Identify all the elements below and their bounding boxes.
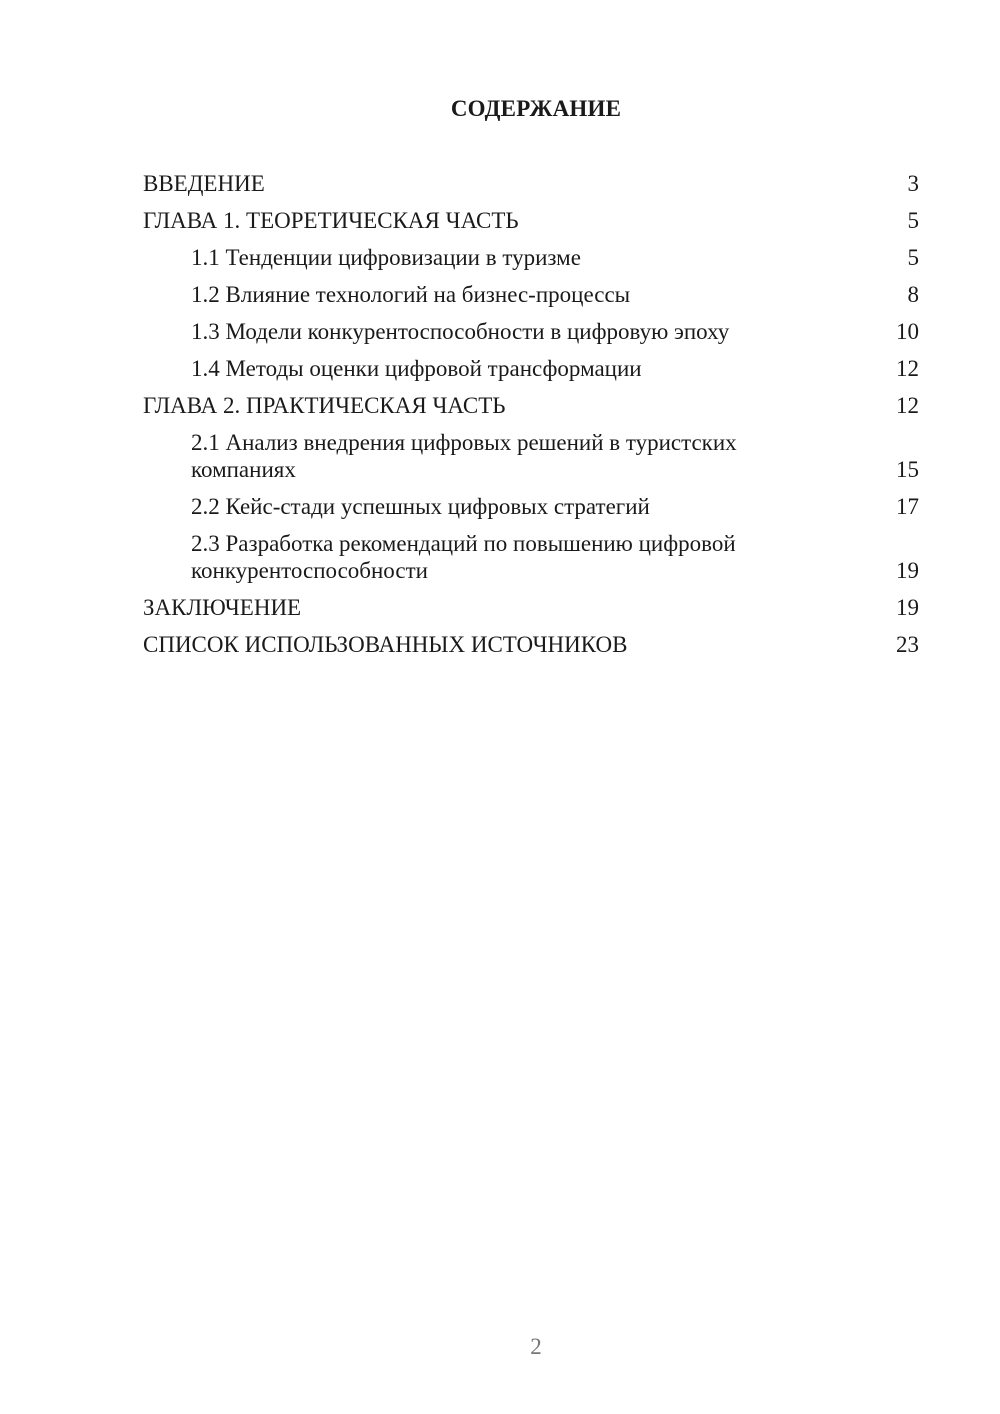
toc-entry-page: 3 [907,171,919,196]
toc-entry-page: 19 [896,558,919,583]
toc-entry-label: 2.3 Разработка рекомендаций по повышению цифровой конкурентоспособности [191,531,736,583]
toc-entry-label: ГЛАВА 1. ТЕОРЕТИЧЕСКАЯ ЧАСТЬ [143,208,519,233]
toc-entry-label: 1.2 Влияние технологий на бизнес-процессы [191,282,631,307]
toc-entry-page: 17 [896,494,919,519]
toc-entry-conclusion[interactable] [143,594,919,621]
toc-entry-page: 5 [907,245,919,270]
toc-entry-section-1-4[interactable] [143,355,919,382]
toc-entry-label: ГЛАВА 2. ПРАКТИЧЕСКАЯ ЧАСТЬ [143,393,506,418]
toc-entry-introduction[interactable] [143,170,919,197]
toc-entry-chapter-2[interactable] [143,392,919,419]
toc-entry-page: 12 [896,356,919,381]
table-of-contents [143,170,919,668]
toc-entry-label: СПИСОК ИСПОЛЬЗОВАННЫХ ИСТОЧНИКОВ [143,632,628,657]
toc-entry-label: ЗАКЛЮЧЕНИЕ [143,595,302,620]
toc-entry-section-2-2[interactable] [143,493,919,520]
page-number: 2 [530,1334,542,1359]
toc-entry-section-1-2[interactable] [143,281,919,308]
toc-entry-section-2-1[interactable] [143,429,919,483]
toc-entry-label: 2.2 Кейс-стади успешных цифровых стратегий [191,494,650,519]
page-title: СОДЕРЖАНИЕ [450,96,622,121]
toc-entry-references[interactable] [143,631,919,658]
toc-entry-page: 8 [907,282,919,307]
toc-entry-section-2-3[interactable] [143,530,919,584]
toc-entry-section-1-3[interactable] [143,318,919,345]
toc-entry-page: 19 [896,595,919,620]
toc-entry-page: 23 [896,632,919,657]
toc-entry-label: ВВЕДЕНИЕ [143,171,265,196]
toc-entry-section-1-1[interactable] [143,244,919,271]
toc-entry-page: 5 [907,208,919,233]
toc-entry-page: 12 [896,393,919,418]
toc-entry-label: 1.3 Модели конкурентоспособности в цифровую эпоху [191,319,730,344]
toc-entry-page: 15 [896,457,919,482]
toc-entry-label: 1.4 Методы оценки цифровой трансформации [191,356,642,381]
toc-entry-page: 10 [896,319,919,344]
toc-entry-label: 2.1 Анализ внедрения цифровых решений в туристских компаниях [191,430,737,482]
toc-entry-chapter-1[interactable] [143,207,919,234]
toc-entry-label: 1.1 Тенденции цифровизации в туризме [191,245,581,270]
